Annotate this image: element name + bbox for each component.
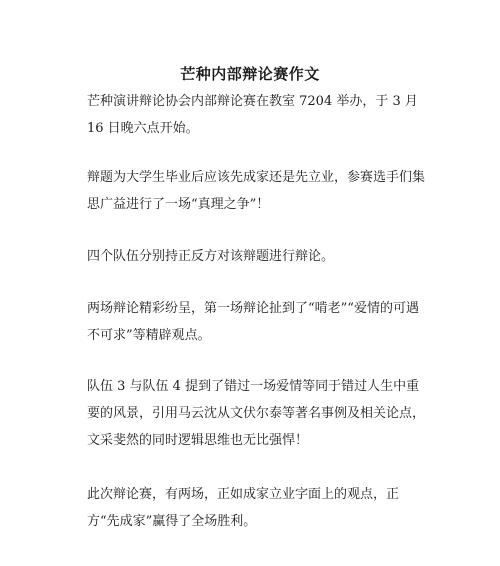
- paragraph-venue: 芒种演讲辩论协会内部辩论赛在教室 7204 举办，于 3 月 16 日晚六点开始。: [87, 94, 418, 136]
- cut-off-text-line: [87, 556, 417, 566]
- paragraph-teams-3-4: 队伍 3 与队伍 4 提到了错过一场爱情等同于错过人生中重要的风景，引用马云沈从文伏尔泰等著名事例及相关论点，文采斐然的同时逻辑思维也无比强悍！: [87, 379, 426, 448]
- paragraph-result: 此次辩论赛，有两场，正如成家立业字面上的观点，正方“先成家”赢得了全场胜利。: [87, 487, 400, 529]
- paragraph-topic: 辩题为大学生毕业后应该先成家还是先立业，参赛选手们集思广益进行了一场“真理之争”！: [87, 170, 426, 212]
- paragraph-teams: 四个队伍分别持正反方对该辩题进行辩论。: [87, 249, 335, 264]
- paragraph-first-round: 两场辩论精彩纷呈，第一场辩论扯到了“啃老”“爱情的可遇不可求”等精辟观点。: [87, 301, 419, 343]
- document-title: 芒种内部辩论赛作文: [180, 65, 320, 83]
